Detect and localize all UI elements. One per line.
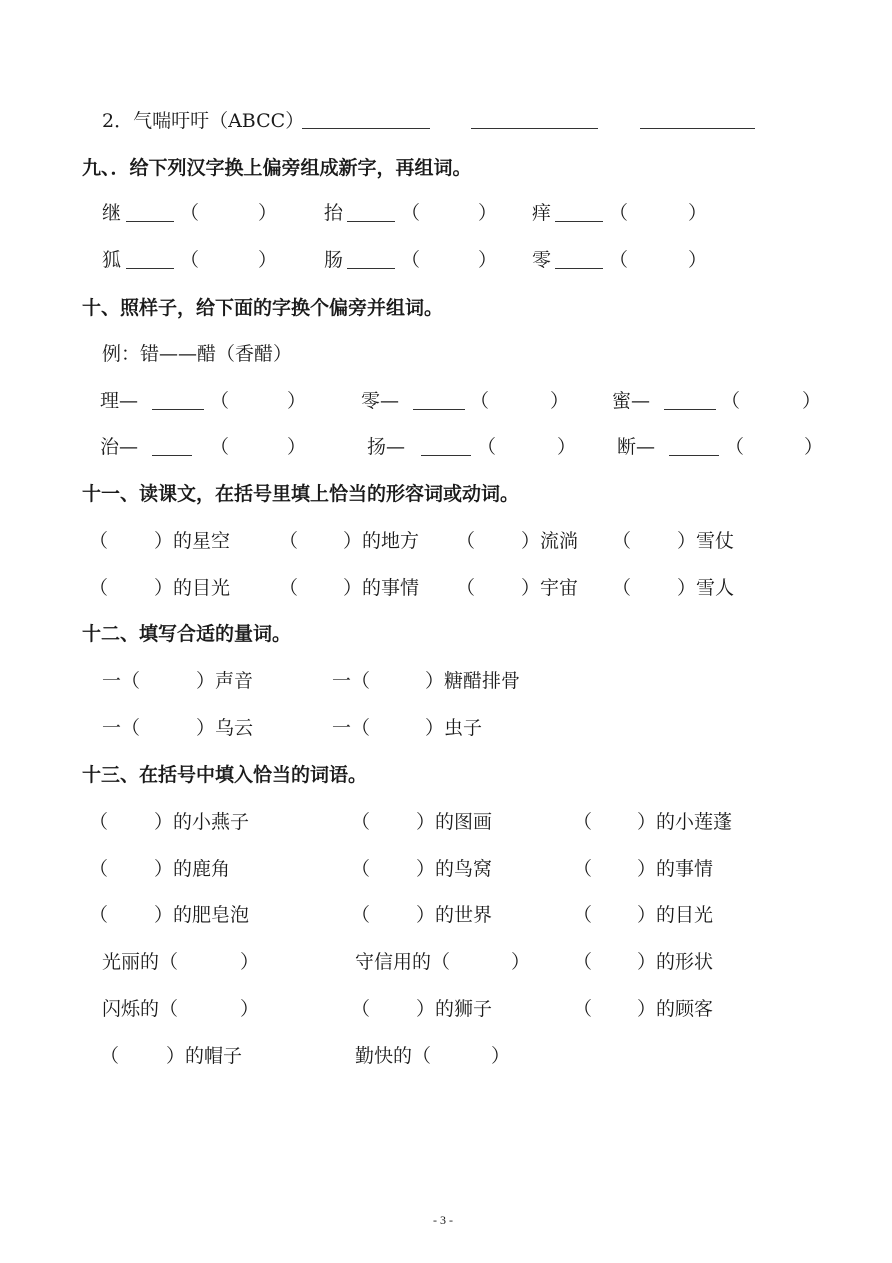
paren-close: ）: [550, 390, 570, 412]
char: 零: [532, 249, 552, 271]
paren-open: （: [609, 202, 629, 224]
measure-prefix: 一（: [332, 670, 371, 692]
phrase: ）的肥皂泡: [154, 904, 250, 926]
paren-open: （: [612, 530, 632, 552]
paren-close: ）: [491, 1045, 511, 1067]
paren-open: （: [279, 530, 299, 552]
phrase: 光丽的（: [102, 951, 179, 973]
blank[interactable]: [302, 128, 430, 129]
phrase: ）的目光: [637, 904, 714, 926]
page-number: - 3 -: [433, 1213, 453, 1227]
phrase: 闪烁的（: [102, 998, 179, 1020]
section-9-title: 九、．给下列汉字换上偏旁组成新字，再组词。: [82, 157, 472, 179]
paren-close: ）: [688, 249, 708, 271]
blank[interactable]: [413, 409, 465, 410]
paren-open: （: [180, 249, 200, 271]
phrase: ）宇宙: [521, 577, 579, 599]
paren-close: ）: [240, 998, 260, 1020]
blank[interactable]: [152, 455, 192, 456]
phrase: ）的小莲蓬: [637, 811, 733, 833]
paren-open: （: [89, 530, 109, 552]
phrase: ）糖醋排骨: [425, 670, 521, 692]
paren-open: （: [456, 577, 476, 599]
paren-open: （: [612, 577, 632, 599]
blank[interactable]: [664, 409, 716, 410]
char: 扬—: [367, 436, 406, 458]
paren-open: （: [89, 811, 109, 833]
char: 肠: [324, 249, 344, 271]
blank[interactable]: [640, 128, 755, 129]
phrase: ）流淌: [521, 530, 579, 552]
char: 治—: [100, 436, 139, 458]
paren-open: （: [89, 904, 109, 926]
blank[interactable]: [421, 455, 471, 456]
paren-close: ）: [240, 951, 260, 973]
phrase: ）的目光: [154, 577, 231, 599]
phrase: ）的事情: [637, 858, 714, 880]
paren-open: （: [573, 811, 593, 833]
paren-close: ）: [511, 951, 531, 973]
paren-close: ）: [804, 436, 824, 458]
paren-open: （: [351, 904, 371, 926]
phrase: ）的图画: [416, 811, 493, 833]
blank[interactable]: [555, 268, 603, 269]
phrase: ）的世界: [416, 904, 493, 926]
paren-open: （: [180, 202, 200, 224]
paren-open: （: [89, 858, 109, 880]
q2-line: 2．气喘吁吁（ABCC）: [102, 110, 305, 132]
phrase: ）的帽子: [166, 1045, 243, 1067]
paren-close: ）: [258, 202, 278, 224]
paren-close: ）: [478, 202, 498, 224]
section-13-title: 十三、在括号中填入恰当的词语。: [82, 764, 368, 786]
paren-open: （: [210, 390, 230, 412]
char: 抬: [324, 202, 344, 224]
paren-close: ）: [478, 249, 498, 271]
paren-open: （: [100, 1045, 120, 1067]
phrase: ）的狮子: [416, 998, 493, 1020]
char: 零—: [361, 390, 400, 412]
paren-open: （: [573, 904, 593, 926]
blank[interactable]: [126, 268, 174, 269]
section-10-title: 十、照样子，给下面的字换个偏旁并组词。: [82, 297, 444, 319]
phrase: 守信用的（: [355, 951, 451, 973]
paren-open: （: [401, 249, 421, 271]
phrase: 勤快的（: [355, 1045, 432, 1067]
char: 理—: [100, 390, 139, 412]
paren-open: （: [573, 858, 593, 880]
paren-open: （: [477, 436, 497, 458]
blank[interactable]: [471, 128, 598, 129]
paren-open: （: [573, 951, 593, 973]
phrase: ）的地方: [343, 530, 420, 552]
phrase: ）的鸟窝: [416, 858, 493, 880]
phrase: ）的小燕子: [154, 811, 250, 833]
char: 狐: [102, 249, 122, 271]
blank[interactable]: [347, 268, 395, 269]
phrase: ）乌云: [196, 717, 254, 739]
paren-close: ）: [802, 390, 822, 412]
paren-close: ）: [688, 202, 708, 224]
paren-open: （: [210, 436, 230, 458]
phrase: ）的鹿角: [154, 858, 231, 880]
char: 断—: [617, 436, 656, 458]
phrase: ）声音: [196, 670, 254, 692]
paren-close: ）: [557, 436, 577, 458]
paren-open: （: [573, 998, 593, 1020]
char: 继: [102, 202, 122, 224]
paren-open: （: [279, 577, 299, 599]
measure-prefix: 一（: [102, 717, 141, 739]
char: 蜜—: [612, 390, 651, 412]
paren-close: ）: [287, 390, 307, 412]
phrase: ）虫子: [425, 717, 483, 739]
phrase: ）的顾客: [637, 998, 714, 1020]
blank[interactable]: [347, 221, 395, 222]
measure-prefix: 一（: [102, 670, 141, 692]
paren-open: （: [456, 530, 476, 552]
paren-open: （: [351, 811, 371, 833]
paren-open: （: [89, 577, 109, 599]
paren-open: （: [351, 858, 371, 880]
paren-open: （: [609, 249, 629, 271]
paren-open: （: [725, 436, 745, 458]
phrase: ）的事情: [343, 577, 420, 599]
phrase: ）的形状: [637, 951, 714, 973]
measure-prefix: 一（: [332, 717, 371, 739]
section-11-title: 十一、读课文，在括号里填上恰当的形容词或动词。: [82, 483, 520, 505]
paren-open: （: [401, 202, 421, 224]
blank[interactable]: [126, 221, 174, 222]
paren-open: （: [721, 390, 741, 412]
section-12-title: 十二、填写合适的量词。: [82, 623, 292, 645]
blank[interactable]: [152, 409, 204, 410]
paren-open: （: [351, 998, 371, 1020]
char: 痒: [532, 202, 552, 224]
phrase: ）的星空: [154, 530, 231, 552]
paren-close: ）: [258, 249, 278, 271]
paren-close: ）: [287, 436, 307, 458]
blank[interactable]: [669, 455, 719, 456]
paren-open: （: [470, 390, 490, 412]
blank[interactable]: [555, 221, 603, 222]
phrase: ）雪仗: [677, 530, 735, 552]
phrase: ）雪人: [677, 577, 735, 599]
example-line: 例：错——醋（香醋）: [102, 343, 293, 365]
